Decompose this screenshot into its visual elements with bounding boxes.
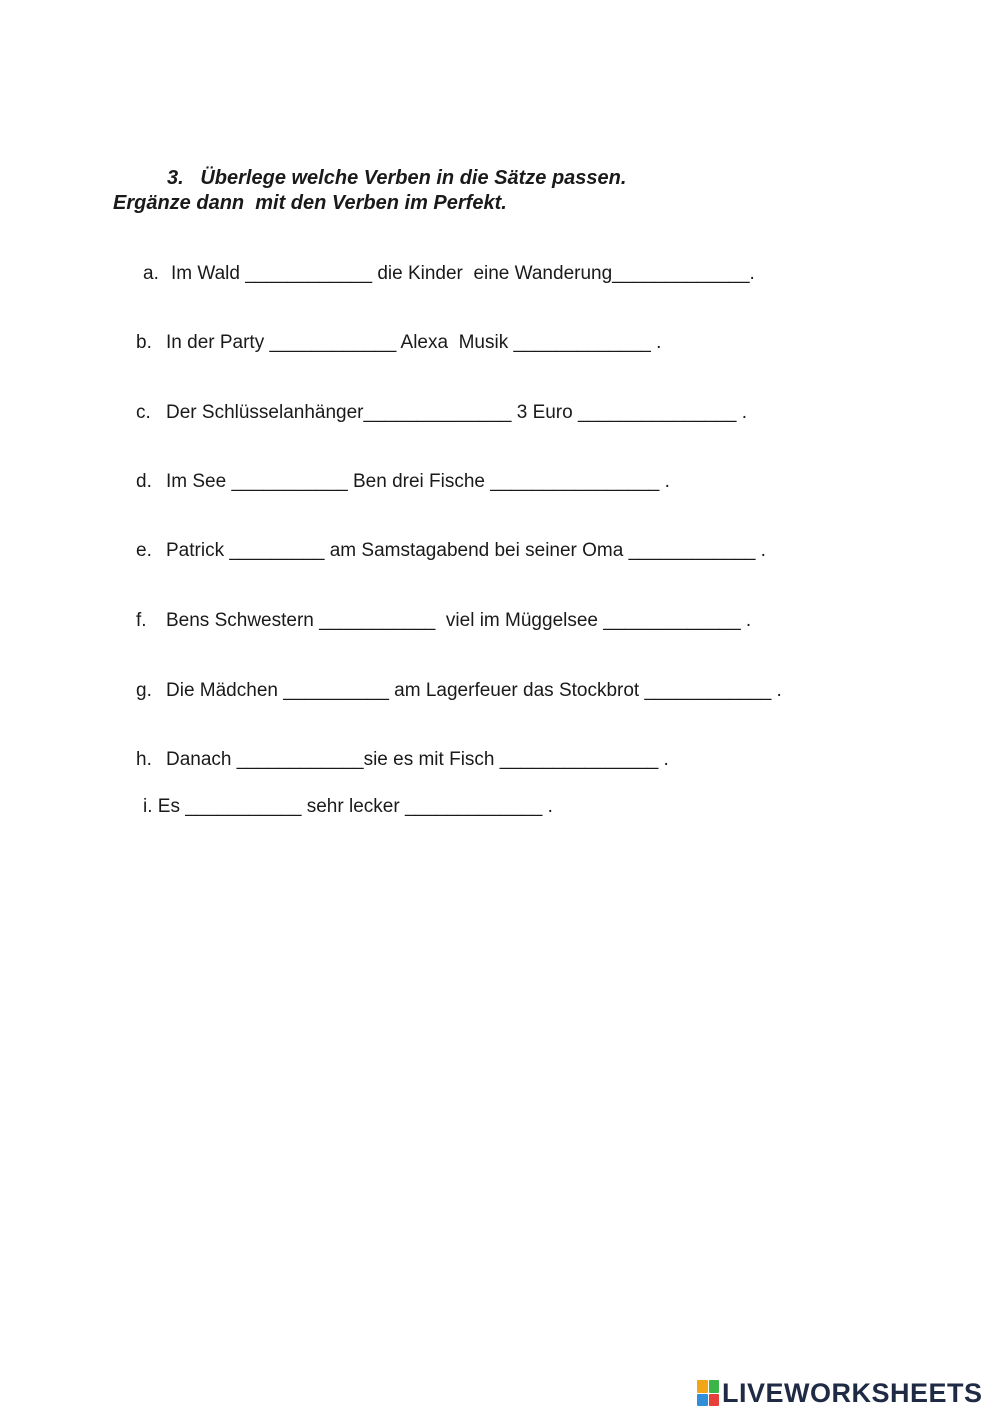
exercise-item-a	[143, 262, 755, 286]
item-letter: e.	[136, 540, 152, 561]
logo-square-orange	[697, 1380, 708, 1393]
item-text: Danach ____________sie es mit Fisch _______________ .	[166, 749, 669, 770]
exercise-item-d	[136, 470, 670, 494]
liveworksheets-logo-icon	[697, 1380, 719, 1406]
instruction-line-2: Ergänze dann mit den Verben im Perfekt.	[113, 192, 507, 214]
item-text: Der Schlüsselanhänger______________ 3 Euro _______________ .	[166, 402, 748, 423]
logo-square-green	[709, 1380, 720, 1393]
item-text: In der Party ____________ Alexa Musik _____________ .	[166, 332, 662, 353]
item-letter: c.	[136, 402, 151, 423]
exercise-item-h	[136, 748, 669, 772]
item-text: Im Wald ____________ die Kinder eine Wanderung_____________.	[171, 263, 755, 284]
instruction-line-1: 3. Überlege welche Verben in die Sätze passen.	[167, 167, 627, 189]
brand-name: LIVEWORKSHEETS	[722, 1378, 983, 1408]
exercise-item-f	[136, 609, 751, 633]
exercise-item-c	[136, 401, 747, 425]
item-text: Die Mädchen __________ am Lagerfeuer das Stockbrot ____________ .	[166, 680, 782, 701]
item-letter: a.	[143, 263, 159, 284]
logo-square-red	[709, 1394, 720, 1407]
logo-square-blue	[697, 1394, 708, 1407]
exercise-item-b	[136, 331, 661, 355]
item-text: Es ___________ sehr lecker _____________ .	[152, 796, 553, 817]
item-letter: g.	[136, 680, 152, 701]
item-letter: d.	[136, 471, 152, 492]
item-letter: b.	[136, 332, 152, 353]
item-letter: f.	[136, 610, 147, 631]
item-letter: h.	[136, 749, 152, 770]
liveworksheets-brand	[697, 1378, 983, 1408]
item-text: Patrick _________ am Samstagabend bei seiner Oma ____________ .	[166, 540, 766, 561]
item-text: Bens Schwestern ___________ viel im Müggelsee _____________ .	[166, 610, 752, 631]
item-text: Im See ___________ Ben drei Fische ________________ .	[166, 471, 670, 492]
exercise-item-i	[143, 795, 553, 819]
exercise-item-g	[136, 679, 782, 703]
exercise-item-e	[136, 539, 766, 563]
item-letter: i.	[143, 796, 153, 817]
